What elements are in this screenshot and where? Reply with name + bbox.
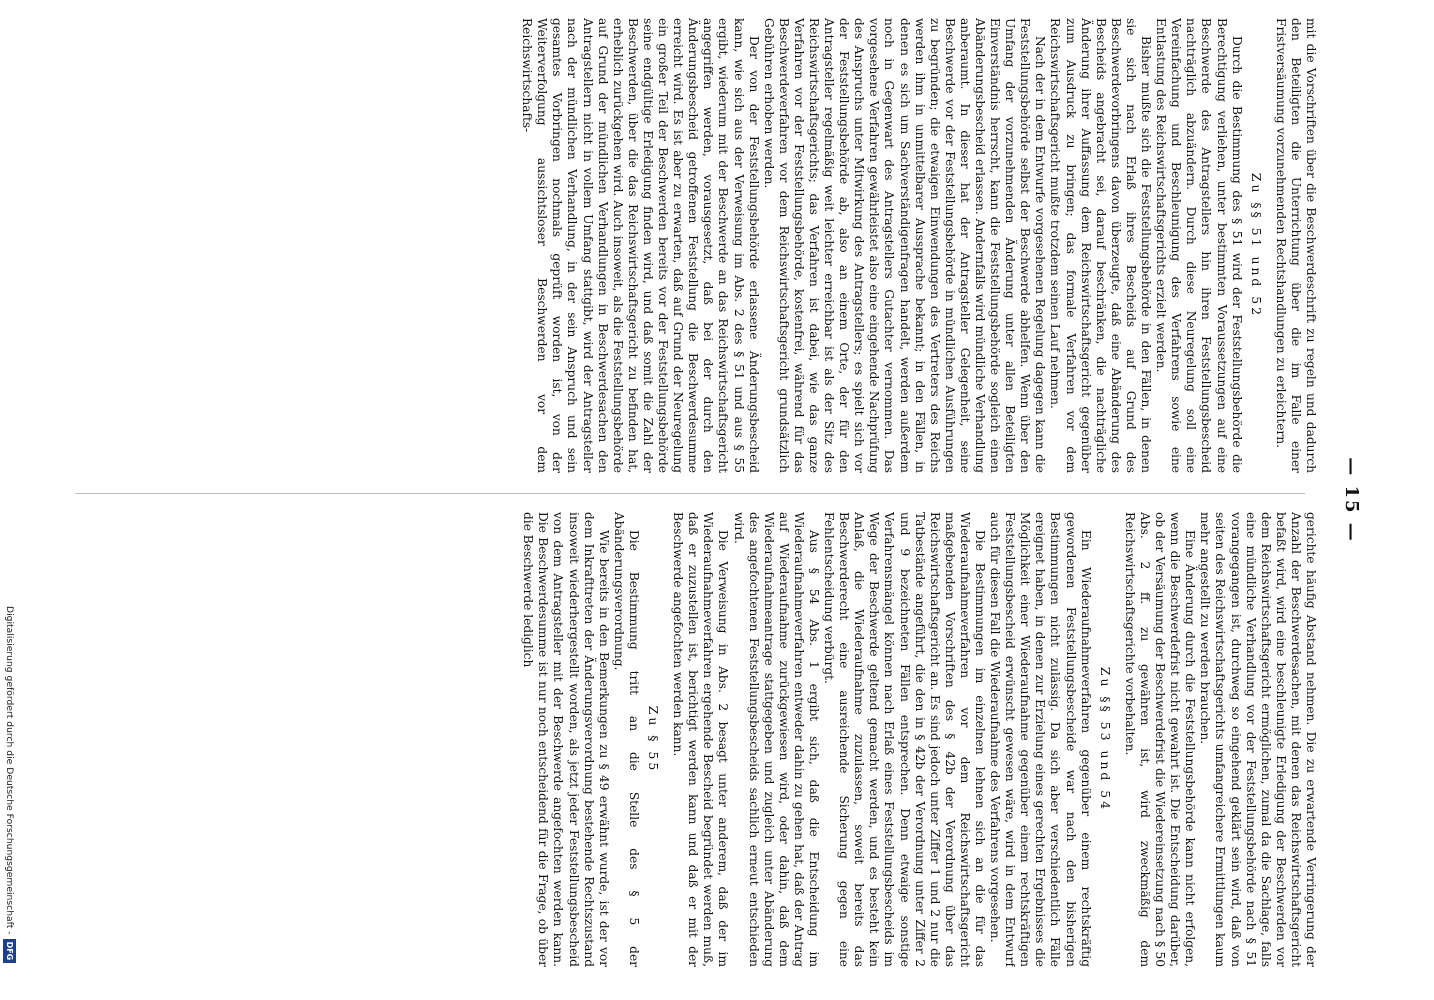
paragraph: Ein Wiederaufnahmeverfahren gegenüber einem rechtskräftig gewordenen Feststellungsbescheide war nach den bisherigen Bestimmungen nicht zulässig. Da sich aber verschiedentlich Fälle ereignet haben, in denen zur Erzielung eines gerechten Ergebnisses die Möglichkeit einer Wiederaufnahme gegenüber einem rechtskräftigen Feststellungsbescheid erwünscht gewesen wäre, wird in dem Entwurf auch für diesen Fall die Wiederaufnahme des Verfahrens vorgesehen. xyxy=(988,512,1093,967)
paragraph: Der von der Feststellungsbehörde erlassene Änderungsbescheid kann, wie sich aus der Verweisung im Abs. 2 des § 51 und aus § 55 ergibt, wiederum mit der Beschwerde an das Reichswirtschaftsgericht angegriffen werden, vorausgesetzt, daß bei der durch den Änderungsbescheid getroffenen Feststellung die Beschwerdesumme erreicht wird. Es ist aber zu erwarten, daß auf Grund der Neuregelung ein großer Teil der Beschwerden bereits vor der Feststellungsbehörde seine endgültige Erledigung finden wird, und daß somit die Zahl der Beschwerden, über die das Reichswirtschaftsgericht zu befinden hat, erheblich zurückgehen wird. Auch insoweit, als die Feststellungsbehörde auf Grund der mündlichen Verhandlungen in Beschwerdesachen den Antragstellern nicht in vollem Umfang stattgibt, wird der Antragsteller nach der mündlichen Verhandlung, in der sein Anspruch und sein gesamtes Vorbringen nochmals geprüft worden ist, von der Weiterverfolgung aussichtsloser Beschwerden vor dem Reichswirtschafts- xyxy=(520,18,761,473)
paragraph: Die Verweisung in Abs. 2 besagt unter anderem, daß der im Wiederaufnahmeverfahren ergehende Bescheid begründet werden muß, daß er zuzustellen ist, berichtigt werden kann und daß er mit der Beschwerde angefochten werden kann. xyxy=(671,512,731,967)
paragraph: Eine Änderung durch die Feststellungsbehörde kann nicht erfolgen, wenn die Beschwerdefrist nicht gewahrt ist. Die Entscheidung darüber, ob der Versäumung der Beschwerdefrist die Wiedereinsetzung nach § 50 Abs. 2 ff. zu gewähren ist, wird zweckmäßig dem Reichswirtschaftsgerichte vorbehalten. xyxy=(1122,512,1198,967)
section-heading: Zu § 55 xyxy=(646,705,662,774)
page-number: — 15 — xyxy=(1341,457,1362,543)
paragraph: Nach der in dem Entwurfe vorgesehenen Regelung dagegen kann die Feststellungsbehörde selbst der Beschwerde abhelfen. Wenn über den Umfang der vorzunehmenden Änderung unter allen Beteiligten Einverständnis herrscht, kann die Feststellungsbehörde sogleich einen Abänderungsbescheid erlassen. Andernfalls wird mündliche Verhandlung anberaumt. In dieser hat der Antragsteller Gelegenheit, seine Beschwerde vor der Feststellungsbehörde in mündlichen Ausführungen zu begründen; die etwaigen Einwendungen des Vertreters des Reichs werden ihm in unmittelbarer Aussprache bekannt; in den Fällen, in denen es sich um Sachverständigenfragen handelt, werden außerdem noch in Gegenwart des Antragstellers Gutachter vernommen. Das vorgesehene Verfahren gewährleistet also eine eingehende Nachprüfung des Anspruchs unter Mitwirkung des Antragstellers; es spielt sich vor der Feststellungsbehörde ab, also an einem Orte, der für den Antragsteller regelmäßig weit leichter erreichbar ist als der Sitz des Reichswirtschaftsgerichts; das Verfahren ist dabei, wie das ganze Verfahren vor der Feststellungsbehörde, kostenfrei, während für das Beschwerdeverfahren vor dem Reichswirtschaftsgericht grundsätzlich Gebühren erhoben werden. xyxy=(761,18,1048,473)
paragraph: Die Bestimmungen im einzelnen lehnen sich an die für das Wiederaufnahmeverfahren vor dem Reichswirtschaftsgericht maßgebenden Vorschriften des § 42b der Verordnung über das Reichswirtschaftsgericht an. Es sind jedoch unter Ziffer 1 und 2 nur die Tatbestände angeführt, die den in § 42b der Verordnung unter Ziffer 2 und 9 bezeichneten Fällen entsprechen. Denn etwaige sonstige Verfahrensmängel können nach Erlaß eines Feststellungsbescheids im Wege der Beschwerde geltend gemacht werden, und es besteht kein Anlaß, die Wiederaufnahme zuzulassen, soweit bereits das Beschwerderecht eine ausreichende Sicherung gegen eine Fehlentscheidung verbürgt. xyxy=(822,512,988,967)
text-column-right xyxy=(53,512,1318,967)
section-heading: Zu §§ 53 und 54 xyxy=(1097,666,1113,813)
paragraph: Wie bereits in den Bemerkungen zu § 49 erwähnt wurde, ist der vor dem Inkrafttreten der Änderungsverordnung bestehende Rechtszustand insoweit wiederhergestellt worden, als jetzt jeder Feststellungsbescheid von dem Antragsteller mit der Beschwerde angefochten werden kann. Die Beschwerdesumme ist nur noch entscheidend für die Frage, ob über die Beschwerde lediglich xyxy=(521,512,611,967)
section-heading: Zu §§ 51 und 52 xyxy=(1248,172,1264,319)
dfg-logo-icon: DFG xyxy=(3,939,16,964)
digitization-credit xyxy=(4,606,14,996)
column-divider xyxy=(75,493,1305,494)
paragraph: mit die Vorschriften über die Beschwerdeschrift zu regeln und dadurch den Beteiligten die Unterrichtung über die im Falle einer Fristversäumung vorzunehmenden Rechtshandlungen zu erleichtern. xyxy=(1273,18,1318,473)
credit-line xyxy=(3,606,16,996)
paragraph: gerichte häufig Abstand nehmen. Die zu erwartende Verringerung der Anzahl der Beschwerdesachen, mit denen das Reichswirtschaftsgericht befaßt wird, wird eine beschleunigte Erledigung der Beschwerden vor dem Reichswirtschaftsgericht ermöglichen, zumal da die Sachlage, falls eine mündliche Verhandlung vor der Feststellungsbehörde nach § 51 vorangegangen ist, durchweg so eingehend geklärt sein wird, daß von seiten des Reichswirtschaftsgerichts umfangreichere Ermittlungen kaum mehr angestellt zu werden brauchen. xyxy=(1198,512,1318,967)
paragraph: Bisher mußte sich die Feststellungsbehörde in den Fällen, in denen sie sich nach Erlaß ihres Bescheids auf Grund des Beschwerdevorbringens davon überzeugte, daß eine Abänderung des Bescheids angebracht sei, darauf beschränken, die nachträgliche Änderung ihrer Auffassung dem Reichswirtschaftsgericht gegenüber zum Ausdruck zu bringen; das formale Verfahren vor dem Reichswirtschaftsgericht mußte trotzdem seinen Lauf nehmen. xyxy=(1048,18,1154,473)
paragraph: Die Bestimmung tritt an die Stelle des § 5 der Abänderungsverordnung. xyxy=(611,512,641,967)
paragraph: Aus § 54 Abs. 1 ergibt sich, daß die Entscheidung im Wiederaufnahmeverfahren entweder dahin zu gehen hat, daß der Antrag auf Wiederaufnahme zurückgewiesen wird, oder dahin, daß dem Wiederaufnahmeantrage stattgegeben und zugleich unter Abänderung des angefochtenen Feststellungsbescheids sachlich erneut entschieden wird. xyxy=(731,512,821,967)
text-column-left xyxy=(53,18,1318,473)
credit-text: Digitalisierung gefördert durch die Deutsche Forschungsgemeinschaft - xyxy=(4,606,15,935)
paragraph: Durch die Bestimmung des § 51 wird der Feststellungsbehörde die Berechtigung verliehen, unter bestimmten Voraussetzungen auf eine Beschwerde des Antragstellers hin ihren Feststellungsbescheid nachträglich abzuändern. Durch diese Neuregelung soll eine Vereinfachung und Beschleunigung des Verfahrens sowie eine Entlastung des Reichswirtschaftsgerichts erzielt werden. xyxy=(1154,18,1244,473)
